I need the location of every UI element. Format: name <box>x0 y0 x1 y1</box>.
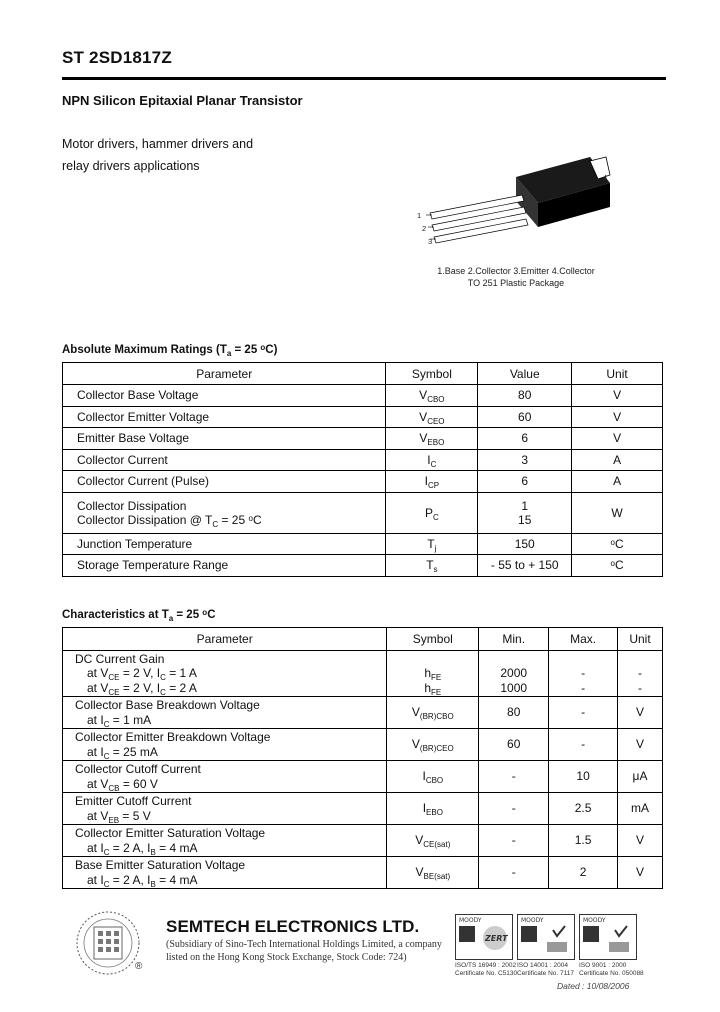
symbol-cell: $V_{CBO}$ <box>386 385 478 407</box>
max-cell: - <box>549 729 618 761</box>
table-row <box>63 492 663 533</box>
value-cell: 60 <box>478 406 572 428</box>
col-header: Unit <box>618 628 663 651</box>
symbol-cell: $h_{FE}$ $h_{FE}$ <box>387 651 479 697</box>
unit-cell: V <box>572 428 663 450</box>
table-row <box>63 406 663 428</box>
symbol-cell: $V_{EBO}$ <box>386 428 478 450</box>
param-cell: Collector Dissipation Collector Dissipation @ $T_C = 25$ $^o$C <box>63 492 386 533</box>
max-cell: 2 <box>549 857 618 889</box>
pin-label-3: 3 <box>428 237 433 246</box>
param-cell: Base Emitter Saturation Voltage at $I_C = 2$ A, $I_B = 4$ mA <box>63 857 387 889</box>
table-row <box>63 449 663 471</box>
param-cell: Collector Emitter Voltage <box>63 406 386 428</box>
col-header: Min. <box>479 628 549 651</box>
title-rule <box>62 77 666 80</box>
max-cell: 10 <box>549 761 618 793</box>
pin-assignment: 1.Base 2.Collector 3.Emitter 4.Collector <box>437 266 595 276</box>
unit-cell: mA <box>618 793 663 825</box>
pin-label-4: 4 <box>603 173 608 182</box>
value-cell: 6 <box>478 471 572 493</box>
table-row <box>63 555 663 577</box>
max-cell: - <box>549 697 618 729</box>
cert-logo-text: MOODY <box>521 917 544 924</box>
value-cell: 6 <box>478 428 572 450</box>
param-cell: Collector Current <box>63 449 386 471</box>
symbol-cell: $V_{CE(sat)}$ <box>387 825 479 857</box>
param-cell: Collector Cutoff Current at $V_{CB} = 60$ V <box>63 761 387 793</box>
value-cell: 1 15 <box>478 492 572 533</box>
cert-caption-ts16949: ISO/TS 16949 : 2002 Certificate No. C5130 <box>455 962 518 977</box>
param-cell: Collector Base Breakdown Voltage at $I_C = 1$ mA <box>63 697 387 729</box>
table-row <box>63 385 663 407</box>
symbol-cell: $P_C$ <box>386 492 478 533</box>
application-description <box>62 133 253 177</box>
table-row <box>63 428 663 450</box>
value-cell: 80 <box>478 385 572 407</box>
unit-cell: - - <box>618 651 663 697</box>
table-row <box>63 857 663 889</box>
min-cell: 60 <box>479 729 549 761</box>
abs-max-title: Absolute Maximum Ratings ($T_a = 25$ $^o$C) <box>62 343 278 358</box>
table-header-row <box>63 363 663 385</box>
col-header: Parameter <box>63 363 386 385</box>
param-cell: Emitter Cutoff Current at $V_{EB} = 5$ V <box>63 793 387 825</box>
table-row <box>63 533 663 555</box>
symbol-cell: $V_{(BR)CEO}$ <box>387 729 479 761</box>
symbol-cell: $V_{CEO}$ <box>386 406 478 428</box>
symbol-cell: $I_{CBO}$ <box>387 761 479 793</box>
param-cell: Collector Base Voltage <box>63 385 386 407</box>
value-cell: - 55 to + 150 <box>478 555 572 577</box>
symbol-cell: $I_C$ <box>386 449 478 471</box>
package-caption <box>392 265 640 289</box>
pin-label-2: 2 <box>422 224 427 233</box>
unit-cell: V <box>618 697 663 729</box>
iso-ts-16949-badge-icon <box>455 914 513 960</box>
unit-cell: V <box>618 857 663 889</box>
to251-package-drawing <box>410 155 620 255</box>
unit-cell: V <box>572 385 663 407</box>
table-row <box>63 729 663 761</box>
iso-14001-badge-icon <box>517 914 575 960</box>
param-cell: Collector Emitter Breakdown Voltage at $I_C = 25$ mA <box>63 729 387 761</box>
min-cell: 80 <box>479 697 549 729</box>
cert-logo-text: MOODY <box>459 917 482 924</box>
unit-cell: A <box>572 449 663 471</box>
col-header: Symbol <box>386 363 478 385</box>
iso-9001-badge-icon <box>579 914 637 960</box>
symbol-cell: $V_{BE(sat)}$ <box>387 857 479 889</box>
col-header: Parameter <box>63 628 387 651</box>
col-header: Unit <box>572 363 663 385</box>
table-header-row <box>63 628 663 651</box>
cert-logo-text: MOODY <box>583 917 606 924</box>
symbol-cell: $T_s$ <box>386 555 478 577</box>
symbol-cell: $I_{CP}$ <box>386 471 478 493</box>
col-header: Max. <box>549 628 618 651</box>
max-cell: 1.5 <box>549 825 618 857</box>
description-line-1: Motor drivers, hammer drivers and <box>62 137 254 151</box>
table-row <box>63 651 663 697</box>
unit-cell: W <box>572 492 663 533</box>
subtitle: NPN Silicon Epitaxial Planar Transistor <box>62 93 303 108</box>
part-number-title: ST 2SD1817Z <box>62 48 172 67</box>
pin-label-1: 1 <box>417 211 422 220</box>
symbol-cell: $I_{EBO}$ <box>387 793 479 825</box>
param-cell: Collector Current (Pulse) <box>63 471 386 493</box>
max-cell: - - <box>549 651 618 697</box>
table-row <box>63 471 663 493</box>
table-row <box>63 793 663 825</box>
param-cell: Collector Emitter Saturation Voltage at $I_C = 2$ A, $I_B = 4$ mA <box>63 825 387 857</box>
unit-cell: V <box>618 825 663 857</box>
value-cell: 3 <box>478 449 572 471</box>
value-cell: 150 <box>478 533 572 555</box>
table-row <box>63 697 663 729</box>
zert-logo-text: ZERT <box>485 934 508 943</box>
col-header: Symbol <box>387 628 479 651</box>
characteristics-title: Characteristics at $T_a = 25$ $^o$C <box>62 608 216 623</box>
min-cell: - <box>479 825 549 857</box>
param-cell: Emitter Base Voltage <box>63 428 386 450</box>
min-cell: - <box>479 793 549 825</box>
table-row <box>63 825 663 857</box>
unit-cell: V <box>572 406 663 428</box>
unit-cell: μA <box>618 761 663 793</box>
symbol-cell: $T_j$ <box>386 533 478 555</box>
characteristics-table <box>62 627 663 889</box>
symbol-cell: $V_{(BR)CBO}$ <box>387 697 479 729</box>
col-header: Value <box>478 363 572 385</box>
unit-cell: A <box>572 471 663 493</box>
param-cell: DC Current Gain at $V_{CE} = 2$ V, $I_C = 1$ A at $V_{CE} = 2$ V, $I_C = 2$ A <box>63 651 387 697</box>
unit-cell: $^o$C <box>572 533 663 555</box>
max-cell: 2.5 <box>549 793 618 825</box>
cert-caption-14001: ISO 14001 : 2004 Certificate No. 7117 <box>517 962 574 977</box>
param-cell: Junction Temperature <box>63 533 386 555</box>
registered-mark: ® <box>135 961 143 972</box>
unit-cell: V <box>618 729 663 761</box>
min-cell: 2000 1000 <box>479 651 549 697</box>
min-cell: - <box>479 857 549 889</box>
unit-cell: $^o$C <box>572 555 663 577</box>
min-cell: - <box>479 761 549 793</box>
param-cell: Storage Temperature Range <box>63 555 386 577</box>
cert-caption-9001: ISO 9001 : 2000 Certificate No. 050088 <box>579 962 644 977</box>
description-line-2: relay drivers applications <box>62 159 200 173</box>
table-row <box>63 761 663 793</box>
company-subsidiary-note: (Subsidiary of Sino-Tech International Holdings Limited, a company listed on the Hong Kong Stock Exchange, Stock Code: 724) <box>166 939 442 963</box>
company-name: SEMTECH ELECTRONICS LTD. <box>166 917 420 936</box>
package-type: TO 251 Plastic Package <box>467 278 565 288</box>
abs-max-table <box>62 362 663 577</box>
dated-stamp: Dated : 10/08/2006 <box>557 981 630 991</box>
